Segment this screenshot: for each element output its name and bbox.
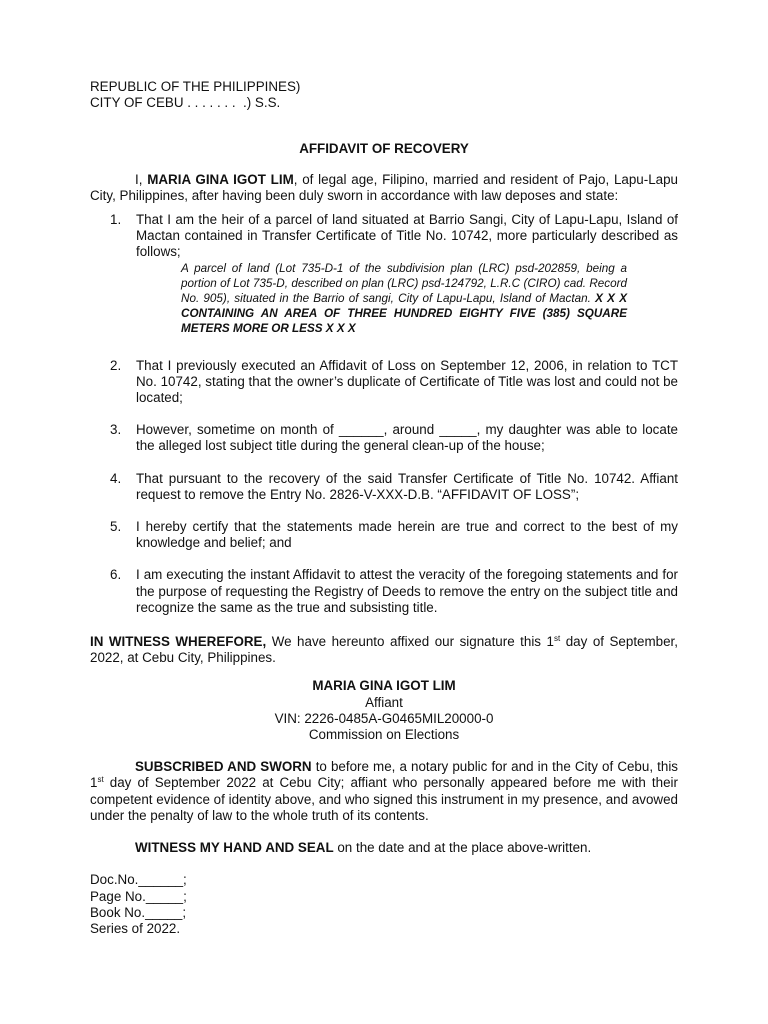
notarial-register [90, 872, 678, 937]
signatory-vin: VIN: 2226-0485A-G0465MIL20000-0 [274, 710, 494, 726]
signature-block [90, 678, 678, 743]
item-text: I am executing the instant Affidavit to attest the veracity of the foregoing statements and for the purpose of requesting the Registry of Deeds to remove the entry on the subject title and recognize the same as the true and subsisting title. [136, 567, 678, 615]
list-item [90, 358, 678, 407]
jurat-paragraph [90, 759, 678, 824]
property-area: X X X CONTAINING AN AREA OF THREE HUNDRED EIGHTY FIVE (385) SQUARE METERS MORE OR LESS X X X [181, 291, 627, 335]
affidavit-page [90, 79, 678, 937]
series-year: Series of 2022. [90, 920, 181, 936]
item-text: That I am the heir of a parcel of land situated at Barrio Sangi, City of Lapu-Lapu, Island of Mactan contained in Transfer Certificate of Title No. 10742, more particularly described as follows; [136, 212, 678, 260]
item-text: However, sometime on month of ______, around _____, my daughter was able to locate the alleged lost subject title during the general clean-up of the house; [136, 422, 678, 454]
item-number: 3. [110, 422, 122, 438]
doc-number: Doc.No.______; [90, 872, 187, 888]
property-description-text: A parcel of land (Lot 735-D-1 of the subdivision plan (LRC) psd-202859, being a portion of Lot 735-D, described on plan (LRC) psd-124792, L.R.C (CIRO) cad. Record No. 905), situated in the Barrio of sangi, City of Lapu-Lapu, Island of Mactan. [181, 261, 627, 305]
witness-ordinal: st [553, 634, 561, 644]
item-text: That I previously executed an Affidavit of Loss on September 12, 2006, in relation to TCT No. 10742, stating that the owner’s duplicate of Certificate of Title was lost and could not be located; [136, 357, 678, 406]
list-item [90, 212, 678, 336]
page-number: Page No._____; [90, 888, 187, 904]
witness-paragraph [90, 634, 678, 666]
list-item [90, 422, 678, 454]
intro-prefix: I, [135, 171, 148, 187]
hand-seal-paragraph [90, 840, 678, 856]
caption-republic: REPUBLIC OF THE PHILIPPINES) [90, 79, 301, 94]
jurat-text: to before me, a notary public for and in the City of Cebu, this 1 [90, 759, 678, 791]
item-number: 6. [110, 567, 122, 583]
affiant-name: MARIA GINA IGOT LIM [147, 171, 294, 187]
hand-seal-text: on the date and at the place above-written. [333, 840, 592, 856]
item-number: 2. [110, 357, 122, 373]
intro-rest: , of legal age, Filipino, married and resident of Pajo, Lapu-Lapu City, Philippines, after having been duly sworn in accordance with law deposes and state: [90, 171, 678, 203]
intro-paragraph [90, 172, 678, 204]
hand-seal-lead: WITNESS MY HAND AND SEAL [135, 840, 334, 856]
list-item [90, 567, 678, 616]
jurat-text-end: day of September 2022 at Cebu City; affiant who personally appeared before me with their competent evidence of identity above, and who signed this instrument in my presence, and avowed under the penalty of law to the whole truth of its contents. [90, 775, 678, 823]
signatory-name: MARIA GINA IGOT LIM [312, 678, 456, 694]
statement-list [90, 212, 678, 616]
witness-lead: IN WITNESS WHEREFORE, [90, 634, 267, 650]
item-text: That pursuant to the recovery of the said Transfer Certificate of Title No. 10742. Affiant request to remove the Entry No. 2826-V-XXX-D.B. “AFFIDAVIT OF LOSS”; [136, 470, 678, 502]
item-text: I hereby certify that the statements made herein are true and correct to the best of my knowledge and belief; and [136, 519, 678, 551]
item-number: 1. [110, 212, 122, 228]
witness-text-end: day of September, 2022, at Cebu City, Philippines. [90, 634, 678, 666]
item-number: 4. [110, 470, 122, 486]
list-item [90, 471, 678, 503]
jurat-lead: SUBSCRIBED AND SWORN [135, 759, 312, 775]
caption [90, 79, 678, 111]
list-item [90, 519, 678, 551]
property-description [181, 261, 627, 336]
jurat-ordinal: st [97, 775, 104, 785]
signatory-issuer: Commission on Elections [308, 727, 460, 743]
book-number: Book No._____; [90, 904, 187, 920]
document-title: AFFIDAVIT OF RECOVERY [299, 141, 469, 157]
item-number: 5. [110, 519, 122, 535]
caption-city: CITY OF CEBU . . . . . . . .) S.S. [90, 95, 281, 111]
witness-text: We have hereunto affixed our signature this 1 [266, 634, 554, 650]
signatory-role: Affiant [365, 694, 403, 710]
